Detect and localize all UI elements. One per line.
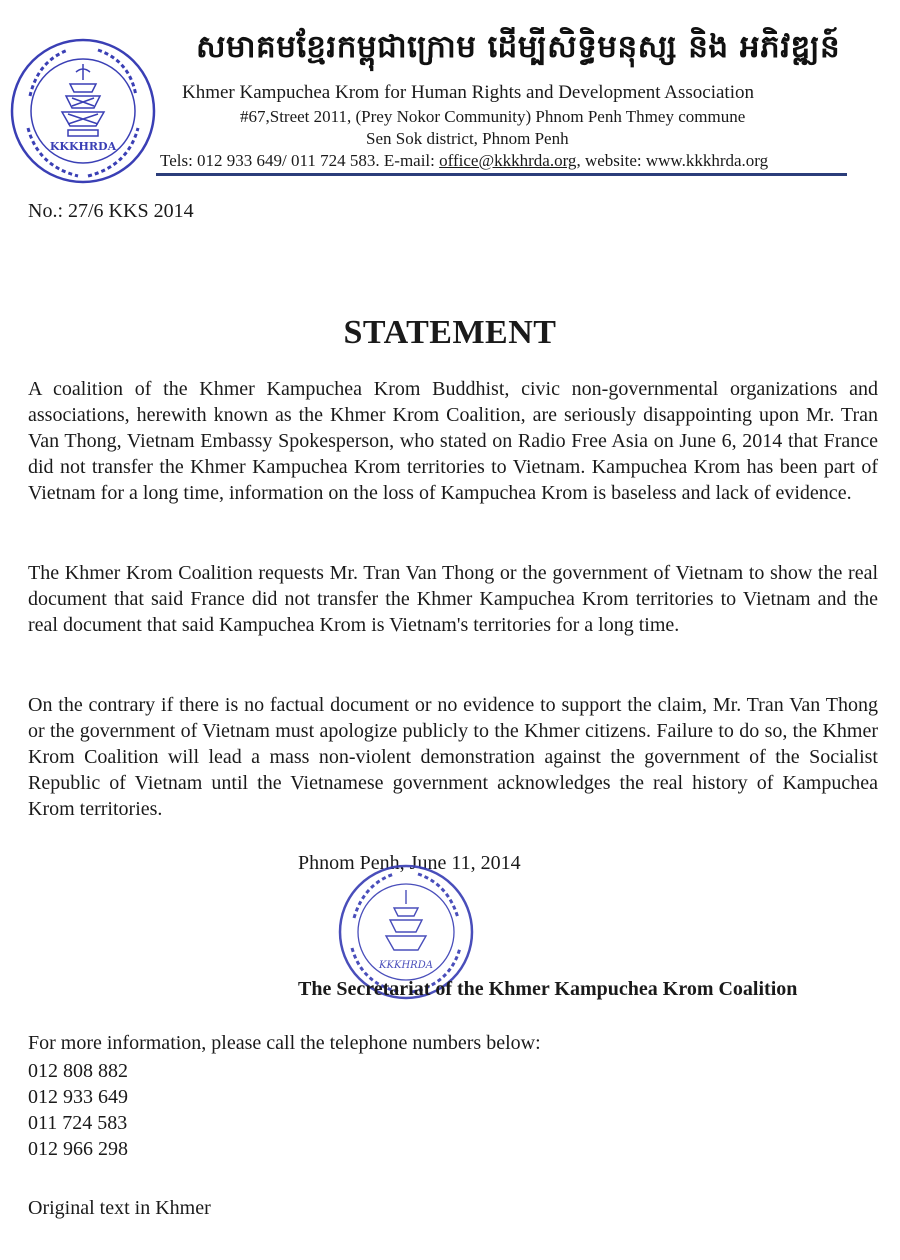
kkkhrda-logo-icon xyxy=(8,36,158,186)
statement-title: STATEMENT xyxy=(343,314,557,351)
header-divider xyxy=(156,173,847,176)
signature-line: The Secretariat of the Khmer Kampuchea Krom Coalition xyxy=(298,978,798,1000)
seal-text: KKKHRDA xyxy=(379,960,433,971)
address-line-1: #67,Street 2011, (Prey Nokor Community) Phnom Penh Thmey commune xyxy=(240,107,746,126)
paragraph-2: The Khmer Krom Coalition requests Mr. Tran Van Thong or the government of Vietnam to show the real document that said France did not transfer the Khmer Kampuchea Krom territories to Vietnam and the real document that said Kampuchea Krom is Vietnam's territories for a long time. xyxy=(28,562,878,636)
address-line-2: Sen Sok district, Phnom Penh xyxy=(366,129,569,148)
logo-text: KKKHRDA xyxy=(49,140,117,153)
paragraph-1: A coalition of the Khmer Kampuchea Krom Buddhist, civic non-governmental organizations and associations, herewith known as the Khmer Krom Coalition, are seriously disappointing upon Mr. Tran Van Thong, Vietnam Embassy Spokesperson, who stated on Radio Free Asia on June 6, 2014 that France did not transfer the Khmer Kampuchea Krom territories to Vietnam. Kampuchea Krom has been part of Vietnam for a long time, information on the loss of Kampuchea Krom is baseless and lack of evidence. xyxy=(28,378,878,504)
paragraph-3: On the contrary if there is no factual document or no evidence to support the claim, Mr. Tran Van Thong or the government of Vietnam must apologize publicly to the Khmer citizens. Failure to do so, the Khmer Krom Coalition will lead a mass non-violent demonstration against the government of the Socialist Republic of Vietnam until the Vietnamese government acknowledges the real history of Kampuchea Krom territories. xyxy=(28,694,878,820)
phone-number: 012 808 882 xyxy=(28,1060,128,1082)
phone-number: 012 933 649 xyxy=(28,1086,128,1108)
info-label: For more information, please call the telephone numbers below: xyxy=(28,1032,541,1054)
phone-list xyxy=(28,1058,128,1162)
place-date: Phnom Penh, June 11, 2014 xyxy=(298,852,521,874)
document-number: No.: 27/6 KKS 2014 xyxy=(28,200,194,222)
khmer-org-title: សមាគមខ្មែរកម្ពុជាក្រោម ដើម្បីសិទ្ធិមនុស្ស និង អភិវឌ្ឍន៍ xyxy=(196,29,841,65)
email-link[interactable]: office@kkkhrda.org xyxy=(439,151,577,170)
phone-number: 012 966 298 xyxy=(28,1138,128,1160)
contact-prefix: Tels: 012 933 649/ 011 724 583. E-mail: xyxy=(160,151,440,170)
contact-line xyxy=(160,151,768,171)
phone-number: 011 724 583 xyxy=(28,1112,128,1134)
footer-note: Original text in Khmer xyxy=(28,1197,211,1219)
contact-suffix: , website: www.kkkhrda.org xyxy=(576,151,769,170)
org-name: Khmer Kampuchea Krom for Human Rights and Development Association xyxy=(182,82,754,103)
